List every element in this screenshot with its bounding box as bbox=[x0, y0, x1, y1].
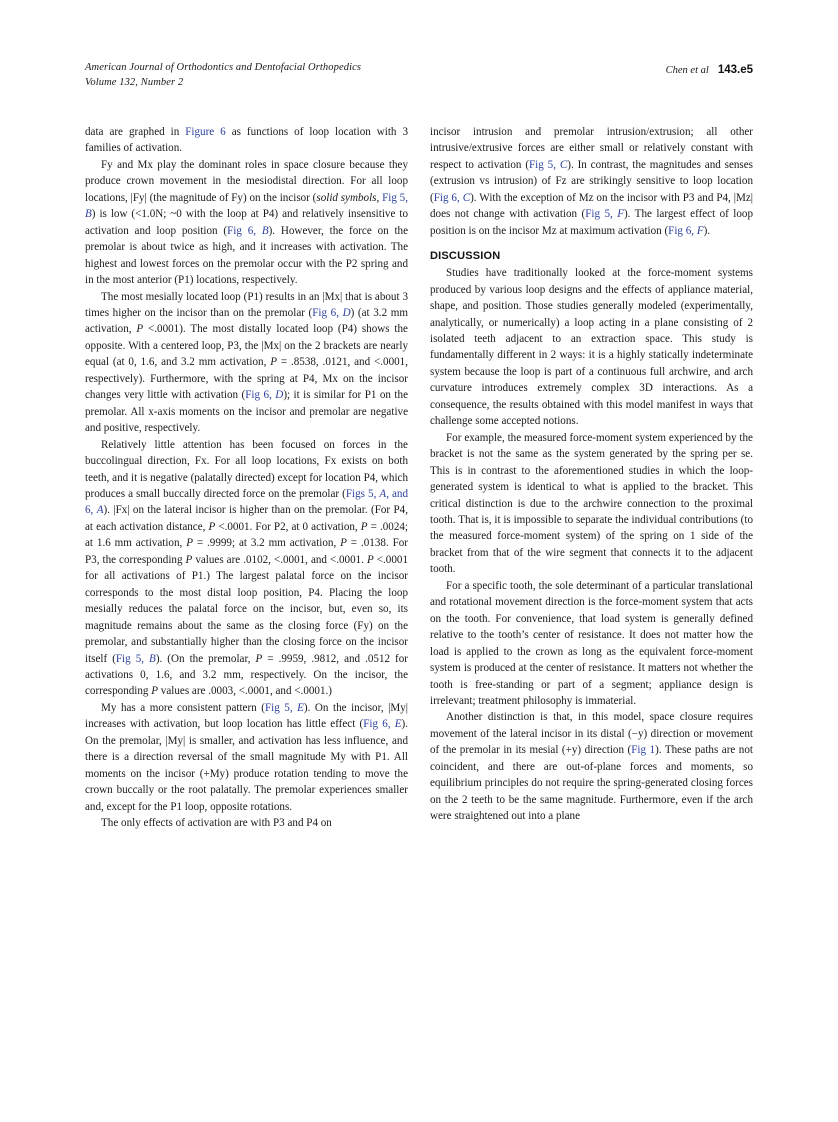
figure-reference[interactable]: , bbox=[336, 306, 343, 319]
emphasis-text: P bbox=[208, 520, 216, 533]
body-text: ). With the exception of Mz on the incisor with P3 and P4, |Mz| does not change with activation ( bbox=[430, 191, 753, 221]
figure-reference[interactable]: , bbox=[90, 504, 97, 517]
body-text: values are .0102, <.0001, and <.0001. bbox=[192, 553, 367, 566]
paragraph-data-graphed bbox=[85, 124, 408, 157]
emphasis-text: solid symbols bbox=[316, 191, 377, 204]
figure-reference-panel-letter[interactable]: A bbox=[96, 504, 104, 517]
figure-reference[interactable]: Fig 1 bbox=[631, 744, 656, 757]
emphasis-text: P bbox=[340, 537, 347, 550]
figure-reference[interactable]: Fig 6 bbox=[433, 191, 457, 204]
figure-reference-panel-letter[interactable]: F bbox=[696, 224, 704, 237]
figure-reference[interactable]: Fig 6 bbox=[227, 224, 254, 237]
paragraph-my-pattern bbox=[85, 700, 408, 815]
emphasis-text: P bbox=[360, 520, 368, 533]
body-text: ). bbox=[703, 224, 711, 237]
figure-reference[interactable]: , bbox=[373, 487, 380, 500]
emphasis-text: P bbox=[255, 652, 263, 665]
figure-reference-panel-letter[interactable]: C bbox=[462, 191, 471, 204]
figure-reference[interactable]: , bbox=[405, 191, 408, 204]
body-text: For a specific tooth, the sole determinant of a particular translational and rotational movement direction is the force-moment system that acts on the tooth. For convenience, that load system is generally defined relative to the tooth’s center of resistance. It does not matter how the load is applied to the crown as long as the equivalent force-moment system is produced at the center of resistance. It matters not whether the tooth is free-standing or part of a segment; appliance design is irrelevant; treatment philosophy is immaterial. bbox=[430, 579, 753, 707]
body-text: <.0001 for all activations of P1.) The largest palatal force on the incisor corresponds to the most distal loop position, P4. Placing the loop mesially reduces the palatal force on the incisor, but, even so, its magnitude remains about the same as the closing force (Fy) on the premolar, and substantially higher than the closing force on the incisor itself ( bbox=[85, 553, 408, 665]
body-text: My has a more consistent pattern ( bbox=[101, 701, 265, 714]
figure-reference-panel-letter[interactable]: D bbox=[342, 306, 351, 319]
figure-reference[interactable]: Fig 5 bbox=[529, 158, 554, 171]
running-head-journal-info bbox=[85, 60, 361, 90]
body-text: <.0001. For P2, at 0 activation, bbox=[215, 520, 361, 533]
body-text: For example, the measured force-moment system experienced by the bracket is not the same as the system generated by the spring per se. This is in contrast to the aforementioned studies in which the loop-generated system is identical to what is applied to the bracket. This critical distinction is due to the archwire connection to the proximal tooth. That is, it is impossible to separate the individual contributions (to the measured force-moment system) of the spring on 1 side of the bracket from that of the wire segment that connects it to the adjacent tooth. bbox=[430, 431, 753, 576]
body-columns bbox=[85, 124, 753, 1074]
paragraph-most-mesially-located-loop bbox=[85, 289, 408, 437]
section-heading-discussion: DISCUSSION bbox=[430, 250, 501, 263]
paragraph-fy-mx bbox=[85, 157, 408, 289]
figure-reference[interactable]: , bbox=[553, 158, 560, 171]
paragraph-for-a-specific-tooth bbox=[430, 578, 753, 710]
body-text: values are .0003, <.0001, and <.0001.) bbox=[158, 685, 332, 698]
emphasis-text: P bbox=[151, 685, 159, 698]
figure-reference[interactable]: , bbox=[691, 224, 697, 237]
body-text: = .9959, .9812, and .0512 for activations 0, 1.6, and 3.2 mm, respectively. On the incisor, the corresponding bbox=[85, 652, 408, 698]
running-head bbox=[85, 60, 753, 94]
figure-reference-panel-letter[interactable]: B bbox=[149, 652, 156, 665]
figure-reference-panel-letter[interactable]: E bbox=[297, 701, 304, 714]
figure-reference[interactable]: , bbox=[610, 208, 618, 221]
paragraph-studies-traditionally bbox=[430, 265, 753, 430]
figure-reference[interactable]: Figs 5 bbox=[345, 487, 374, 500]
emphasis-text: P bbox=[185, 553, 193, 566]
body-text: incisor intrusion and premolar intrusion/extrusion; all other intrusive/extrusive forces are either small or relatively constant with respect to activation ( bbox=[430, 126, 753, 171]
body-text: = .9999; at 3.2 mm activation, bbox=[192, 537, 341, 550]
body-text: ) is low (<1.0N; ~0 with the loop at P4) and relatively insensitive to activation and loop position ( bbox=[85, 208, 408, 237]
body-text: ). In contrast, the magnitudes and senses (extrusion vs intrusion) of Fz are strikingly sensitive to loop location ( bbox=[430, 158, 753, 204]
body-text: ). |Fx| on the lateral incisor is higher than on the premolar. (For P4, at each activation distance, bbox=[85, 504, 408, 533]
column-left bbox=[85, 124, 408, 1074]
body-text: The most mesially located loop (P1) results in an |Mx| that is about 3 times higher on the incisor than on the premolar ( bbox=[85, 290, 408, 319]
figure-reference[interactable]: Fig 6 bbox=[363, 718, 388, 731]
paragraph-for-example-measured bbox=[430, 430, 753, 578]
paragraph-buccolingual-fx bbox=[85, 437, 408, 700]
journal-title: American Journal of Orthodontics and Dentofacial Orthopedics bbox=[85, 62, 362, 73]
body-text: Studies have traditionally looked at the force-moment systems produced by various loop designs and the effects of appliance material, shape, and position. Those studies generally modeled (experimentally, analytically, or numerically) a loop acting in a plane consisting of 2 isolated teeth adjacent to an extraction space. This study is fundamentally different in 2 ways: it is a highly statically indeterminate system because the loop is part of a continuous full archwire, and arch curvature introduces extremely complex 3D interactions. As a consequence, the results obtained with this model manifest in ways that challenge some accepted notions. bbox=[430, 267, 753, 428]
running-head-authors-folio bbox=[666, 60, 753, 78]
figure-reference[interactable]: Fig 5 bbox=[585, 208, 610, 221]
figure-reference-panel-letter[interactable]: D bbox=[275, 389, 284, 402]
paragraph-another-distinction bbox=[430, 709, 753, 824]
figure-reference[interactable]: Fig 6 bbox=[312, 306, 337, 319]
body-text: Another distinction is that, in this model, space closure requires movement of the lateral incisor in its distal (−y) direction or movement of the premolar in its mesial (+y) direction ( bbox=[430, 711, 753, 757]
emphasis-text: P bbox=[270, 356, 277, 369]
figure-reference-panel-letter[interactable]: F bbox=[617, 208, 624, 221]
emphasis-text: P bbox=[136, 323, 144, 336]
body-text: ). The largest effect of loop position is on the incisor Mz at maximum activation ( bbox=[430, 208, 754, 237]
figure-reference[interactable]: , bbox=[456, 191, 463, 204]
figure-reference[interactable]: , bbox=[253, 224, 262, 237]
figure-reference-panel-letter[interactable]: B bbox=[85, 208, 92, 221]
emphasis-text: P bbox=[366, 553, 374, 566]
body-text: The only effects of activation are with P3 and P4 on bbox=[101, 817, 332, 830]
body-text: ); it is similar for P1 on the premolar. All x-axis moments on the incisor and premolar are negative and positive, respectively. bbox=[85, 389, 408, 435]
body-text: Fy and Mx play the dominant roles in space closure because they produce crown movement in the mesiodistal direction. For all loop locations, |Fy| (the magnitude of Fy) on the incisor ( bbox=[85, 158, 408, 204]
figure-reference-panel-letter[interactable]: E bbox=[394, 718, 402, 731]
page-folio: 143.e5 bbox=[717, 64, 753, 76]
figure-reference[interactable]: Fig 6 bbox=[245, 389, 270, 402]
figure-reference[interactable]: , bbox=[141, 652, 150, 665]
body-text: data are graphed in bbox=[85, 126, 186, 138]
emphasis-text: P bbox=[186, 537, 193, 550]
figure-reference[interactable]: , bbox=[269, 389, 276, 402]
body-text: , bbox=[376, 191, 383, 204]
paragraph-only-effects-of-activation bbox=[85, 815, 408, 831]
figure-reference[interactable]: Fig 5 bbox=[115, 652, 142, 665]
body-text: ). However, the force on the premolar is about twice as high, and it increases with activation. The highest and lowest forces on the premolar occur with the P2 spring and in the most anterior (P1) locations, respectively. bbox=[85, 224, 409, 287]
body-text: ). These paths are not coincident, and there are out-of-plane forces and moments, so equilibrium principles do not require the spring-generated closing forces on the 2 teeth to be the same magnitude. Furthermore, even if the arch were straightened out into a plane bbox=[430, 744, 753, 823]
body-text: = .0024; at 1.6 mm activation, bbox=[85, 520, 409, 550]
body-text: ). On the incisor, |My| increases with activation, but loop location has little effect ( bbox=[85, 701, 408, 731]
body-text: ) (at 3.2 mm activation, bbox=[85, 306, 408, 336]
paragraph-incisor-intrusion bbox=[430, 124, 753, 239]
journal-volume-issue: Volume 132, Number 2 bbox=[85, 77, 184, 88]
figure-reference[interactable]: Fig 6 bbox=[668, 224, 692, 237]
figure-reference[interactable]: Figure 6 bbox=[185, 126, 226, 138]
figure-reference[interactable]: , and bbox=[386, 487, 409, 500]
running-head-authors: Chen et al bbox=[665, 65, 709, 76]
column-right bbox=[430, 124, 753, 1074]
body-text: ). (On the premolar, bbox=[155, 652, 256, 665]
body-text: = .8538, .0121, and <.0001, respectively). Furthermore, with the spring at P4, Mx on the incisor changes very little with activation ( bbox=[85, 356, 409, 402]
figure-reference-panel-letter[interactable]: A bbox=[379, 487, 387, 500]
body-text: Relatively little attention has been focused on forces in the buccolingual direction, Fx. For all loop locations, Fx exists on both teeth, and it is negative (palatally directed) except for location P4, which produces a small buccally directed force on the premolar ( bbox=[85, 438, 408, 500]
figure-reference[interactable]: Fig 5 bbox=[382, 191, 406, 204]
body-text: as functions of loop location with 3 families of activation. bbox=[85, 126, 408, 155]
figure-reference[interactable]: 6 bbox=[85, 504, 91, 517]
figure-reference[interactable]: , bbox=[289, 701, 298, 714]
figure-reference[interactable]: Fig 5 bbox=[264, 701, 290, 714]
figure-reference-panel-letter[interactable]: C bbox=[559, 158, 568, 171]
body-text: = .0138. For P3, the corresponding bbox=[85, 537, 408, 566]
body-text: ). On the premolar, |My| is smaller, and activation has less influence, and there is a direction reversal of the small magnitude My with P1. All moments on the incisor (+My) produce rotation tending to move the crown buccally or the root palatally. The premolar experiences smaller and, except for the P1 loop, opposite rotations. bbox=[85, 718, 409, 813]
figure-reference-panel-letter[interactable]: B bbox=[261, 224, 269, 237]
body-text: <.0001). The most distally located loop (P4) shows the opposite. With a centered loop, P3, the |Mx| on the 2 brackets are nearly equal (at 0, 1.6, and 3.2 mm activation, bbox=[85, 323, 408, 369]
figure-reference[interactable]: , bbox=[387, 718, 395, 731]
